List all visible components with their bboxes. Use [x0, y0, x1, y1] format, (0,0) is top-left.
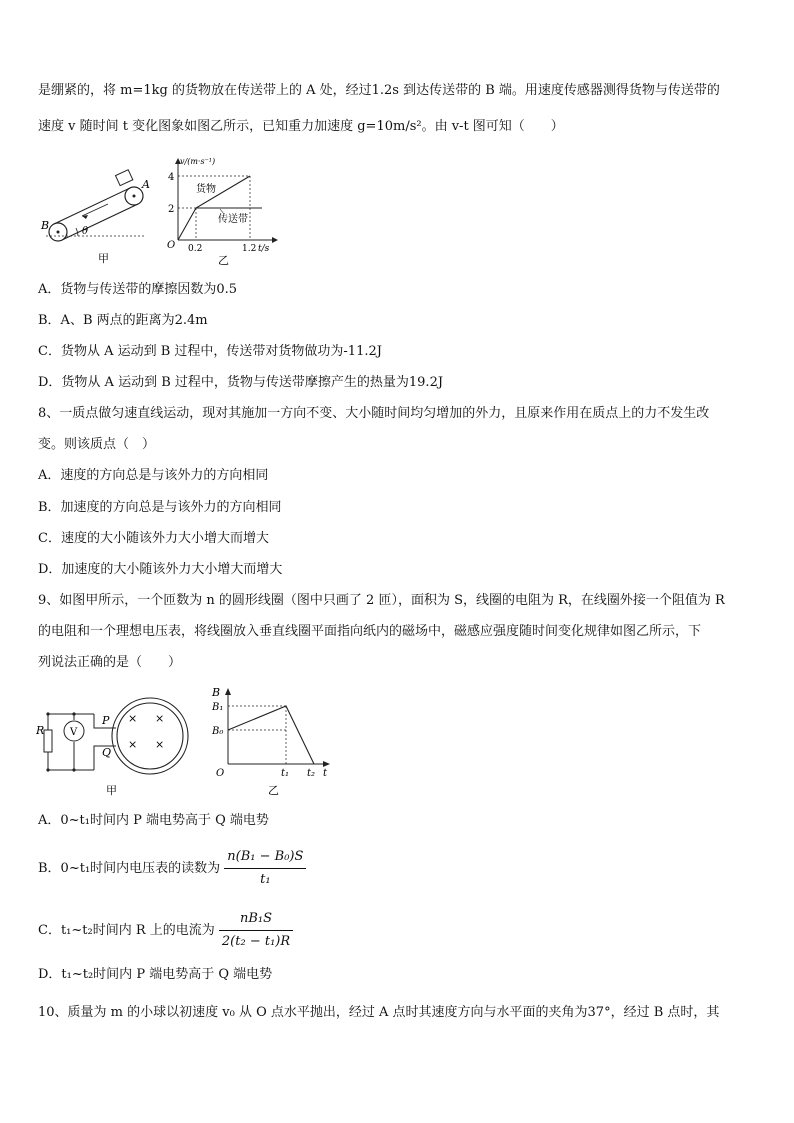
q9-caption-yi: 乙	[268, 784, 279, 797]
q7-graph-y-tick-2: 2	[168, 204, 175, 215]
q9-graph-x-label: t	[323, 768, 328, 779]
q7-graph-x-tick-02: 0.2	[188, 244, 203, 254]
q9-option-b-fraction	[224, 848, 306, 889]
q7-figure-vt-graph	[162, 152, 282, 268]
q7-graph-x-label: t/s	[258, 244, 270, 254]
q7-label-A: A	[142, 178, 150, 191]
q9-option-a: A．0~t₁时间内 P 端电势高于 Q 端电势	[38, 813, 269, 828]
q7-label-B: B	[41, 219, 50, 232]
q7-graph-label-goods: 货物	[196, 184, 216, 195]
q8-option-a: A．速度的方向总是与该外力的方向相同	[38, 468, 269, 483]
q9-graph-x-tick-t2: t₂	[307, 768, 316, 779]
q9-label-R: R	[36, 724, 45, 737]
q9-graph-origin: O	[216, 768, 225, 779]
q9-option-c-numerator: nB₁S	[219, 910, 293, 931]
q7-line-2: 速度 v 随时间 t 变化图象如图乙所示，已知重力加速度 g=10m/s²。由 v-t 图可知（ ）	[38, 119, 564, 134]
q9-label-V: V	[70, 727, 78, 738]
q9-figure-bt-graph	[206, 684, 336, 800]
q7-graph-y-tick-4: 4	[168, 172, 175, 183]
q7-caption-jia: 甲	[98, 252, 109, 265]
q9-line-1: 9、如图甲所示，一个匝数为 n 的圆形线圈（图中只画了 2 匝），面积为 S，线圈的电阻为 R，在线圈外接一个阻值为 R	[38, 593, 725, 608]
q8-option-b: B．加速度的方向总是与该外力的方向相同	[38, 500, 282, 515]
q7-graph-y-label: v/(m·s⁻¹)	[180, 157, 216, 166]
q7-graph-label-belt: 传送带	[218, 214, 248, 225]
q9-option-c-fraction	[219, 910, 293, 951]
q9-caption-jia: 甲	[106, 784, 117, 797]
svg-text:×: ×	[128, 712, 138, 725]
q7-caption-yi: 乙	[218, 254, 229, 267]
q8-option-d: D．加速度的大小随该外力大小增大而增大	[38, 562, 283, 577]
q9-figure-circuit	[36, 684, 196, 800]
q7-figure-incline	[36, 158, 166, 266]
q8-line-1: 8、一质点做匀速直线运动，现对其施加一方向不变、大小随时间均匀增加的外力，且原来作用在质点上的力不发生改	[38, 406, 710, 421]
q9-option-b	[38, 848, 306, 889]
q7-option-b: B．A、B 两点的距离为2.4m	[38, 313, 208, 328]
q9-graph-x-tick-t1: t₁	[281, 768, 290, 779]
q9-label-Q: Q	[102, 746, 112, 759]
q9-graph-y-tick-b1: B₁	[212, 702, 224, 713]
q9-option-c	[38, 910, 293, 951]
q8-line-2: 变。则该质点（ ）	[38, 437, 156, 452]
q9-graph-y-tick-b0: B₀	[212, 726, 224, 737]
q9-line-2: 的电阻和一个理想电压表，将线圈放入垂直线圈平面指向纸内的磁场中，磁感应强度随时间变化规律如图乙所示，下	[38, 624, 702, 639]
q7-option-d: D．货物从 A 运动到 B 过程中，货物与传送带摩擦产生的热量为19.2J	[38, 375, 444, 390]
q9-option-b-numerator: n(B₁ − B₀)S	[224, 848, 306, 869]
svg-text:×: ×	[155, 738, 165, 751]
q9-option-c-denominator: 2(t₂ − t₁)R	[221, 934, 291, 949]
q7-option-c: C．货物从 A 运动到 B 过程中，传送带对货物做功为-11.2J	[38, 344, 382, 359]
q10-line-1: 10、质量为 m 的小球以初速度 v₀ 从 O 点水平抛出，经过 A 点时其速度方向与水平面的夹角为37°，经过 B 点时，其	[38, 1005, 720, 1020]
q9-graph-y-label: B	[212, 686, 221, 699]
q7-graph-origin: O	[167, 240, 176, 251]
q8-option-c: C．速度的大小随该外力大小增大而增大	[38, 531, 269, 546]
q7-graph-x-tick-12: 1.2	[242, 244, 257, 254]
q9-label-P: P	[102, 714, 110, 727]
q9-line-3: 列说法正确的是（ ）	[38, 655, 182, 670]
svg-text:×: ×	[128, 738, 138, 751]
q7-option-a: A．货物与传送带的摩擦因数为0.5	[38, 282, 238, 297]
q9-option-c-text: C．t₁~t₂时间内 R 上的电流为	[38, 923, 215, 938]
q9-option-d: D．t₁~t₂时间内 P 端电势高于 Q 端电势	[38, 967, 273, 982]
q7-line-1: 是绷紧的，将 m=1kg 的货物放在传送带上的 A 处，经过1.2s 到达传送带的 B 端。用速度传感器测得货物与传送带的	[38, 83, 720, 98]
q9-option-b-denominator: t₁	[260, 872, 271, 887]
q7-label-theta: θ	[82, 226, 89, 237]
q9-option-b-text: B．0~t₁时间内电压表的读数为	[38, 861, 221, 876]
svg-text:×: ×	[155, 712, 165, 725]
